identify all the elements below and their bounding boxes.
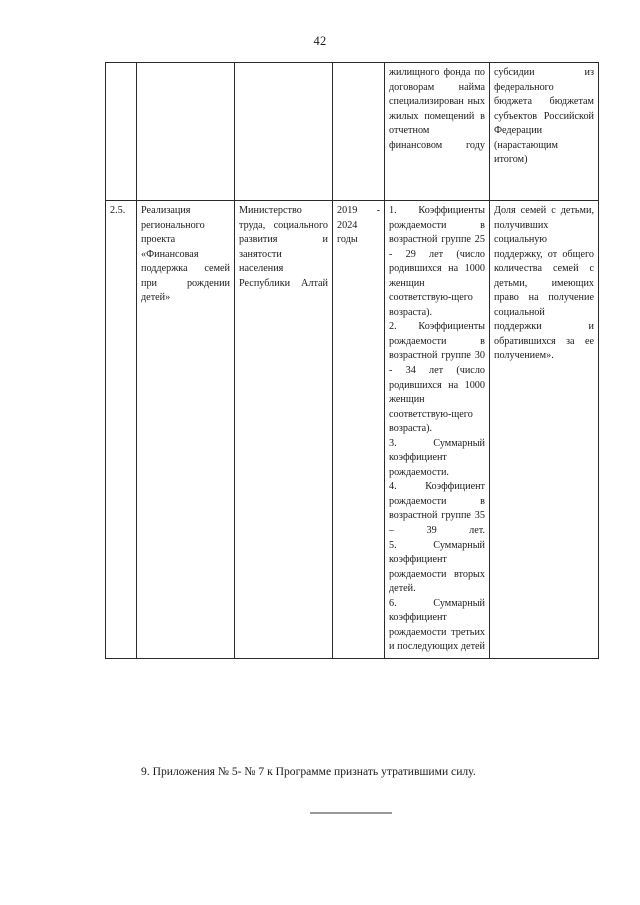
years-text: 2019 - 2024 годы <box>337 205 380 246</box>
table-row-continued <box>106 63 599 201</box>
cell-number-continued <box>106 63 137 201</box>
executor-text: Министерство труда, социального развития и занятости населения Республики Алтай <box>239 205 328 289</box>
cell-years <box>333 201 385 659</box>
measure-number-text: 2.5. <box>110 205 126 216</box>
indicators-continued-text: жилищного фонда по договорам найма специализирован ных жилых помещений в отчетном финансовом году <box>389 67 485 151</box>
measure-name-text: Реализация регионального проекта «Финансовая поддержка семей при рождении детей» <box>141 205 230 304</box>
page-number: 42 <box>313 34 327 48</box>
indicator-item: 3. Суммарный коэффициент рождаемости. <box>389 437 485 478</box>
indicator-item: 5. Суммарный коэффициент рождаемости вторых детей. <box>389 539 485 595</box>
indicator-item: 6. Суммарный коэффициент рождаемости третьих и последующих детей <box>389 597 485 653</box>
cell-executor-continued <box>235 63 333 201</box>
program-measures-table <box>105 62 599 659</box>
indicator-item: 2. Коэффициенты рождаемости в возрастной группе 30 - 34 лет (число родившихся на 1000 женщин соответствую-щего возраста). <box>389 321 485 435</box>
cell-measure <box>137 201 235 659</box>
cell-measure-continued <box>137 63 235 201</box>
cell-result-continued <box>490 63 599 201</box>
result-text: Доля семей с детьми, получивших социальную поддержку, от общего количества семей с детьми, имеющих право на получение социальной поддержки и обратившихся за ее получением». <box>494 205 594 362</box>
cell-number <box>106 201 137 659</box>
closing-paragraph: 9. Приложения № 5- № 7 к Программе признать утратившими силу. <box>141 765 476 778</box>
indicator-item: 4. Коэффициент рождаемости в возрастной группе 35 – 39 лет. <box>389 481 485 537</box>
cell-indicators <box>385 201 490 659</box>
table-row-2-5 <box>106 201 599 659</box>
cell-years-continued <box>333 63 385 201</box>
cell-result <box>490 201 599 659</box>
result-continued-text: субсидии из федерального бюджета бюджетам субъектов Российской Федерации (нарастающим итогом) <box>494 67 594 166</box>
horizontal-rule-separator <box>310 812 392 814</box>
cell-indicators-continued <box>385 63 490 201</box>
cell-executor <box>235 201 333 659</box>
indicator-item: 1. Коэффициенты рождаемости в возрастной группе 25 - 29 лет (число родившихся на 1000 женщин соответствую-щего возраста). <box>389 205 485 318</box>
